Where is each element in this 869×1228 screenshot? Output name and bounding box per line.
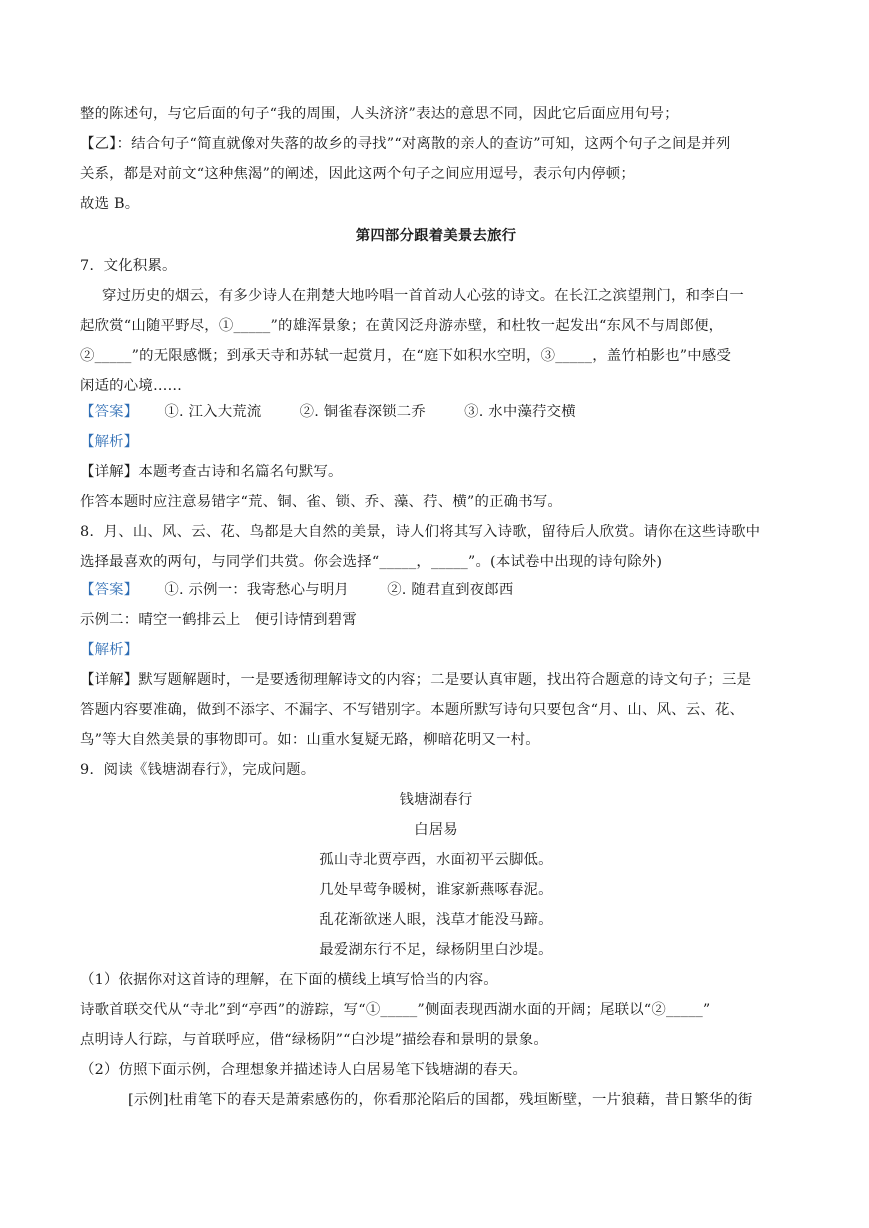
text-line: 示例二：晴空一鹤排云上 便引诗情到碧霄 xyxy=(80,612,357,628)
answer-row xyxy=(80,402,576,422)
question-9: 9. 阅读《钱塘湖春行》，完成问题。 xyxy=(80,762,316,778)
text-line: 关系，都是对前文“这种焦渴”的阐述，因此这两个句子之间应用逗号，表示句内停顿； xyxy=(80,166,635,182)
poem-author: 白居易 xyxy=(414,822,458,838)
text-line: ②_____”的无限感慨；到承天寺和苏轼一起赏月，在“庭下如积水空明，③_____，盖竹柏影也”中感受 xyxy=(80,348,732,364)
poem-line: 孤山寺北贾亭西，水面初平云脚低。 xyxy=(319,852,553,868)
text-line: 选择最喜欢的两句，与同学们共赏。你会选择“_____，_____”。(本试卷中出现的诗句除外) xyxy=(80,554,663,570)
text-line: 鸟”等大自然美景的事物即可。如：山重水复疑无路，柳暗花明又一村。 xyxy=(80,732,540,748)
text-line: 故选 B。 xyxy=(80,196,140,212)
text-line: 穿过历史的烟云，有多少诗人在荆楚大地吟唱一首首动人心弦的诗文。在长江之滨望荆门，和李白一 xyxy=(102,288,744,304)
question-8: 8. 月、山、风、云、花、鸟都是大自然的美景，诗人们将其写入诗歌，留待后人欣赏。请你在这些诗歌中 xyxy=(80,524,761,540)
poem-line: 乱花渐欲迷人眼，浅草才能没马蹄。 xyxy=(319,912,553,928)
section-title: 第四部分跟着美景去旅行 xyxy=(355,227,517,244)
answer-text: ①. 江入大荒流 ②. 铜雀春深锁二乔 ③. 水中藻荇交横 xyxy=(164,404,576,420)
analysis-tag: 【解析】 xyxy=(80,434,139,450)
answer-tag: 【答案】 xyxy=(80,404,139,420)
text-line: [示例]杜甫笔下的春天是萧索感伤的，你看那沦陷后的国都，残垣断壁，一片狼藉，昔日繁华的街 xyxy=(128,1092,753,1108)
text-line: 作答本题时应注意易错字“荒、铜、雀、锁、乔、藻、荇、横”的正确书写。 xyxy=(80,494,563,510)
text-line: 点明诗人行踪，与首联呼应，借“绿杨阴”“白沙堤”描绘春和景明的景象。 xyxy=(80,1032,548,1048)
answer-text: ①. 示例一：我寄愁心与明月 ②. 随君直到夜郎西 xyxy=(164,582,514,598)
poem-title: 钱塘湖春行 xyxy=(399,792,473,808)
poem-line: 最爱湖东行不足，绿杨阴里白沙堤。 xyxy=(319,942,553,958)
answer-tag: 【答案】 xyxy=(80,582,139,598)
text-line: 起欣赏“山随平野尽，①_____”的雄浑景象；在黄冈泛舟游赤壁，和杜牧一起发出“东风不与周郎便， xyxy=(80,318,724,334)
text-line: 诗歌首联交代从“寺北”到“亭西”的游踪，写“①_____”侧面表现西湖水面的开阔；尾联以“②_____” xyxy=(80,1002,711,1018)
poem-line: 几处早莺争暖树，谁家新燕啄春泥。 xyxy=(319,882,553,898)
text-line: 【详解】默写题解题时，一是要透彻理解诗文的内容；二是要认真审题，找出符合题意的诗文句子；三是 xyxy=(80,672,752,688)
analysis-tag: 【解析】 xyxy=(80,642,139,658)
sub-question-1: （1）依据你对这首诗的理解，在下面的横线上填写恰当的内容。 xyxy=(80,972,498,988)
text-line: 【乙】：结合句子“简直就像对失落的故乡的寻找”“对离散的亲人的查访”可知，这两个句子之间是并列 xyxy=(80,136,731,152)
sub-question-2: （2）仿照下面示例，合理想象并描述诗人白居易笔下钱塘湖的春天。 xyxy=(80,1062,528,1078)
question-7: 7. 文化积累。 xyxy=(80,258,177,274)
answer-row xyxy=(80,580,513,600)
text-line: 整的陈述句，与它后面的句子“我的周围，人头济济”表达的意思不同，因此它后面应用句号； xyxy=(80,106,679,122)
text-line: 【详解】本题考查古诗和名篇名句默写。 xyxy=(80,464,343,480)
text-line: 闲适的心境…… xyxy=(80,378,183,394)
text-line: 答题内容要准确，做到不添字、不漏字、不写错别字。本题所默写诗句只要包含“月、山、风、云、花、 xyxy=(80,702,745,718)
